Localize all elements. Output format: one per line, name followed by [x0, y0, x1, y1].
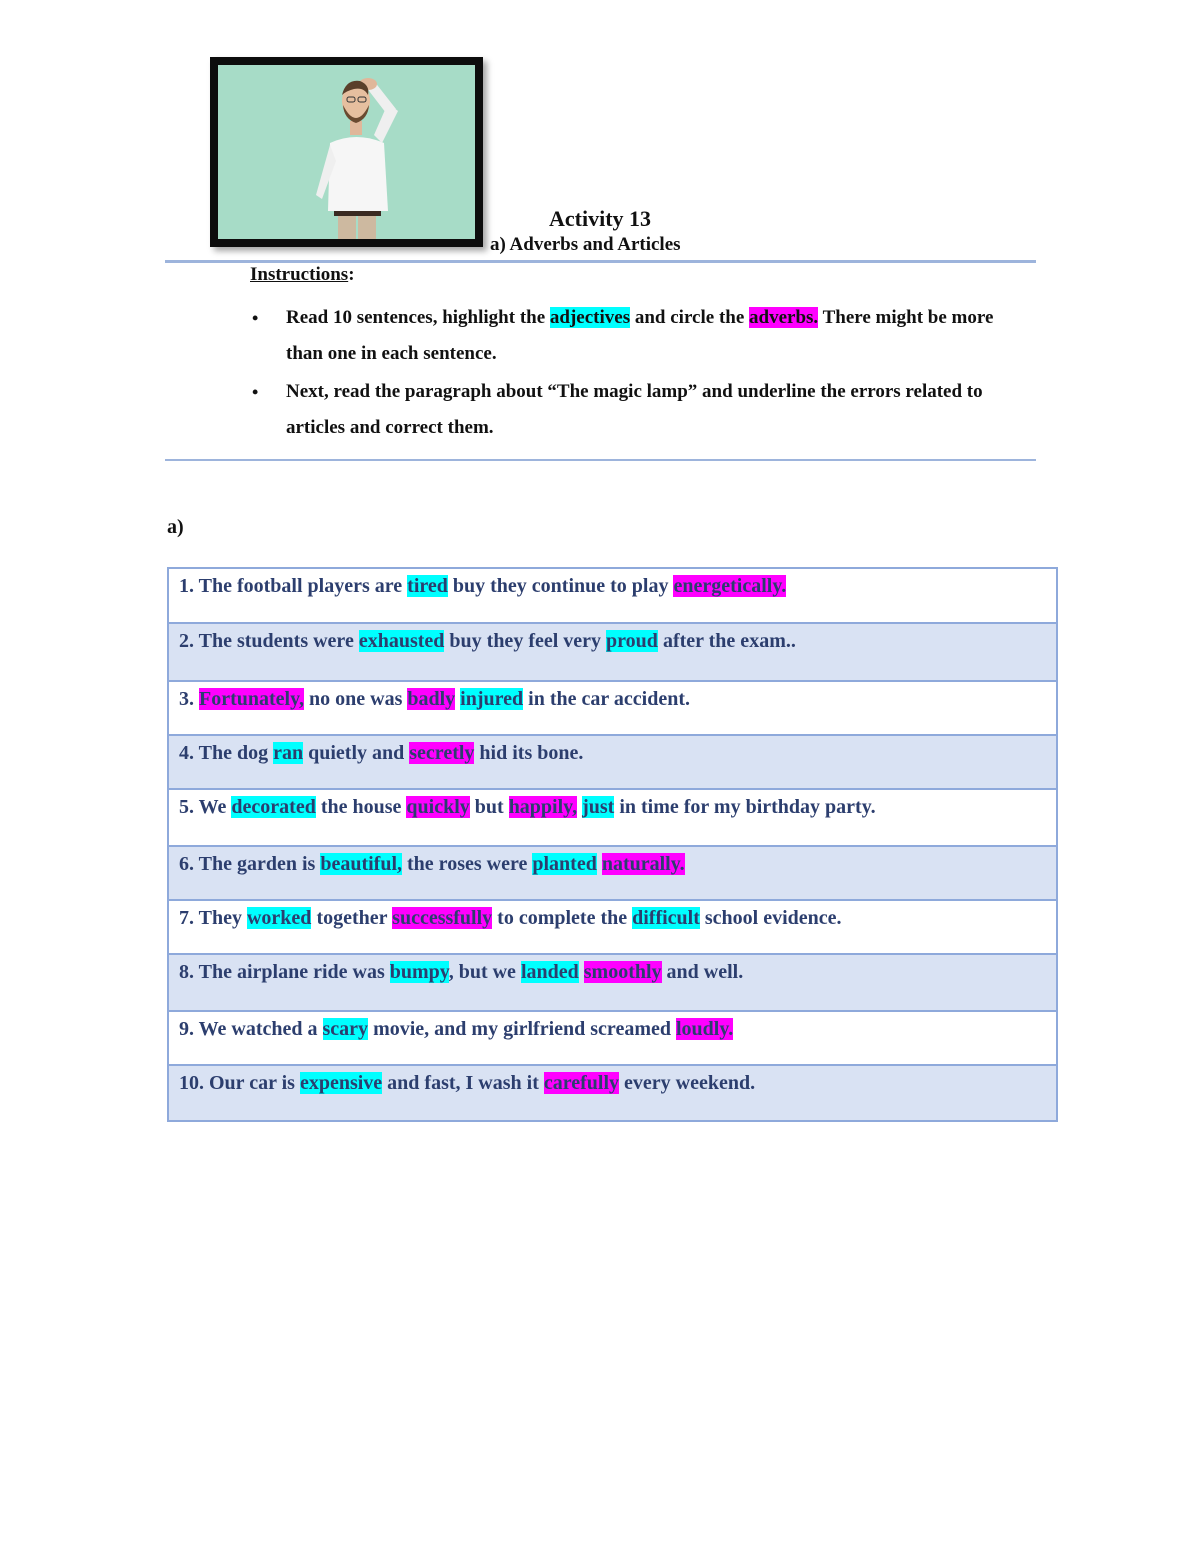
bottom-divider: [165, 459, 1036, 461]
sentence-row: [169, 1012, 1056, 1066]
sentence-text: 2. The students were: [179, 630, 359, 652]
instruction-1-part-2: and circle the: [630, 307, 750, 328]
sentence-row: [169, 955, 1056, 1012]
adverb-highlight: secretly: [409, 742, 475, 764]
adverb-highlight: Fortunately,: [199, 688, 304, 710]
adjective-highlight: landed: [520, 961, 579, 983]
sentence-text: , but we: [448, 961, 521, 983]
adjective-highlight: expensive: [299, 1072, 383, 1094]
sentence-text: hid its bone.: [474, 742, 584, 764]
sentences-table: [167, 567, 1058, 1122]
adverbs-highlight: adverbs.: [749, 307, 819, 328]
sentence-text: and well.: [661, 961, 744, 983]
sentence-text: 1. The football players are: [179, 575, 408, 597]
sentence-text: 8. The airplane ride was: [179, 961, 390, 983]
sentence-row: [169, 682, 1056, 736]
sentence-text: 6. The garden is: [179, 853, 321, 875]
instructions-colon: :: [348, 264, 355, 285]
adjectives-highlight: adjectives: [549, 307, 631, 328]
adverb-highlight: carefully: [543, 1072, 620, 1094]
sentence-row: [169, 901, 1056, 955]
adjective-highlight: tired: [407, 575, 448, 597]
sentence-row: [169, 847, 1056, 901]
sentence-text: buy they continue to play: [447, 575, 674, 597]
sentence-text: movie, and my girlfriend screamed: [368, 1018, 676, 1040]
confused-man-image: [218, 65, 475, 239]
adverb-highlight: badly: [407, 688, 456, 710]
sentence-row: [169, 790, 1056, 847]
sentence-text: but: [469, 796, 509, 818]
instructions-list: [250, 300, 1020, 448]
sentence-text: quietly and: [303, 742, 410, 764]
adjective-highlight: worked: [246, 907, 312, 929]
instruction-item-2: • Next, read the paragraph about “The magic lamp” and underline the errors related to articles and correct them.: [250, 374, 1020, 446]
adjective-highlight: exhausted: [358, 630, 445, 652]
instruction-item-1: [250, 300, 1020, 372]
adjective-highlight: beautiful,: [320, 853, 403, 875]
page-subtitle: a) Adverbs and Articles: [490, 234, 681, 255]
sentence-text: 7. They: [179, 907, 247, 929]
sentence-text: every weekend.: [619, 1072, 756, 1094]
adverb-highlight: smoothly: [583, 961, 662, 983]
adjective-highlight: planted: [532, 853, 597, 875]
sentence-text: 4. The dog: [179, 742, 274, 764]
sentence-row: [169, 624, 1056, 682]
sentence-text: the house: [315, 796, 407, 818]
adverb-highlight: successfully: [392, 907, 493, 929]
sentence-text: and fast, I wash it: [382, 1072, 544, 1094]
adjective-highlight: difficult: [632, 907, 700, 929]
sentence-text: 3.: [179, 688, 199, 710]
section-label: a): [167, 516, 184, 538]
adjective-highlight: just: [582, 796, 615, 818]
page-title: Activity 13: [548, 206, 652, 231]
instruction-1-part-3: There might be more than one in each sentence.: [286, 307, 994, 364]
header-photo: [210, 57, 483, 247]
sentence-text: after the exam..: [657, 630, 796, 652]
sentence-text: the roses were: [402, 853, 533, 875]
instructions-heading: [250, 264, 355, 286]
adjective-highlight: bumpy: [389, 961, 449, 983]
adverb-highlight: naturally.: [601, 853, 685, 875]
adjective-highlight: ran: [273, 742, 304, 764]
adverb-highlight: happily,: [508, 796, 578, 818]
sentence-text: in time for my birthday party.: [614, 796, 876, 818]
adverb-highlight: quickly: [406, 796, 470, 818]
sentence-row: [169, 569, 1056, 624]
sentence-row: [169, 1066, 1056, 1120]
sentence-text: school evidence.: [699, 907, 842, 929]
sentence-text: buy they feel very: [444, 630, 607, 652]
adverb-highlight: energetically.: [673, 575, 787, 597]
top-divider: [165, 260, 1036, 263]
sentence-text: 10. Our car is: [179, 1072, 300, 1094]
sentence-text: no one was: [304, 688, 408, 710]
sentence-text: 5. We: [179, 796, 232, 818]
sentence-text: to complete the: [492, 907, 633, 929]
adjective-highlight: decorated: [231, 796, 316, 818]
adjective-highlight: proud: [606, 630, 658, 652]
instructions-label: Instructions: [250, 264, 349, 285]
sentence-text: [579, 961, 584, 983]
sentence-row: [169, 736, 1056, 790]
sentence-text: in the car accident.: [523, 688, 690, 710]
sentence-text: together: [311, 907, 393, 929]
adjective-highlight: injured: [460, 688, 524, 710]
adjective-highlight: scary: [322, 1018, 369, 1040]
sentence-text: 9. We watched a: [179, 1018, 323, 1040]
instruction-1-part-1: Read 10 sentences, highlight the: [286, 307, 550, 328]
adverb-highlight: loudly.: [675, 1018, 734, 1040]
